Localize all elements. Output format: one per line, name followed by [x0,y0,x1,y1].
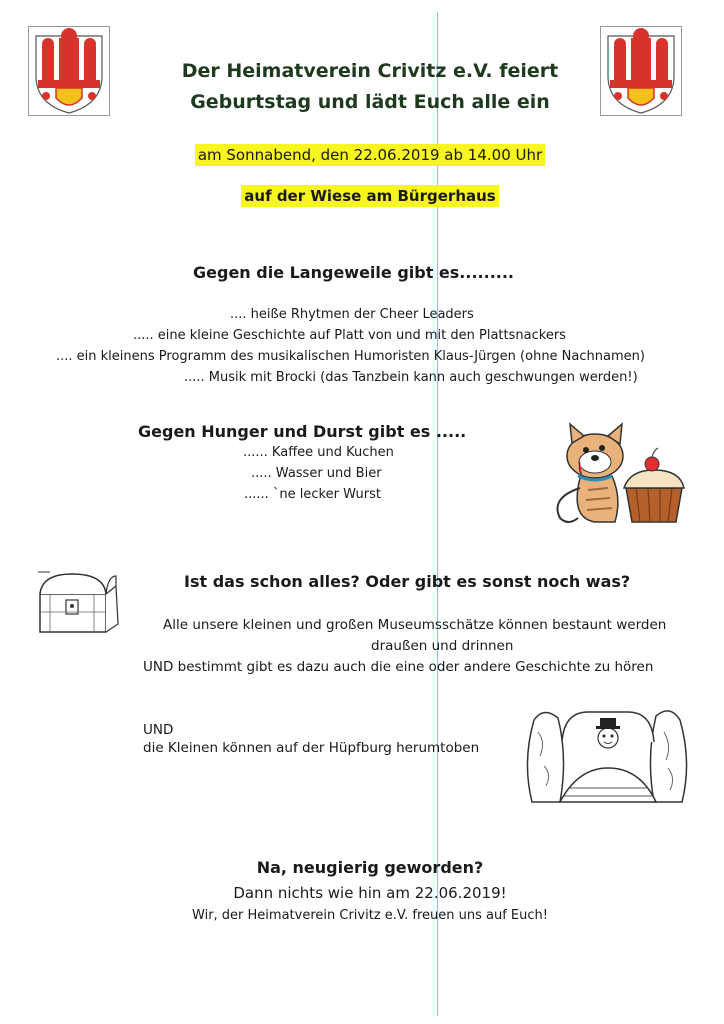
program-item: .... ein kleinens Programm des musikalischen Humoristen Klaus-Jürgen (ohne Nachnamen) [56,349,645,364]
food-item: ...... `ne lecker Wurst [244,487,381,502]
food-item: ...... Kaffee und Kuchen [243,445,394,460]
program-heading: Gegen die Langeweile gibt es......... [193,263,515,282]
footer-question: Na, neugierig geworden? [256,858,484,877]
title-line-1: Der Heimatverein Crivitz e.V. feiert [181,60,559,82]
footer-signature: Wir, der Heimatverein Crivitz e.V. freuen uns auf Euch! [192,908,548,923]
und-label: UND [143,722,174,738]
bouncy-castle-icon [518,702,696,814]
program-item: .... heiße Rhytmen der Cheer Leaders [230,307,474,322]
event-date: am Sonnabend, den 22.06.2019 ab 14.00 Uhr [195,144,545,166]
treasure-chest-icon [36,568,122,638]
date-line-wrap [100,145,640,164]
kids-line: die Kleinen können auf der Hüpfburg herumtoben [143,740,480,756]
more-heading: Ist das schon alles? Oder gibt es sonst noch was? [184,572,631,591]
food-item: ..... Wasser und Bier [251,466,382,481]
program-item: ..... eine kleine Geschichte auf Platt von und mit den Plattsnackers [133,328,566,343]
more-line-1: Alle unsere kleinen und großen Museumsschätze können bestaunt werden [163,617,667,633]
food-heading: Gegen Hunger und Durst gibt es ..... [138,422,467,441]
more-line-3: UND bestimmt gibt es dazu auch die eine oder andere Geschichte zu hören [143,659,654,675]
coat-of-arms-left-icon [28,26,110,116]
cat-with-cake-icon [540,418,690,530]
footer-call: Dann nichts wie hin am 22.06.2019! [233,884,507,902]
place-line-wrap [100,186,640,205]
program-item: ..... Musik mit Brocki (das Tanzbein kann auch geschwungen werden!) [184,370,638,385]
event-place: auf der Wiese am Bürgerhaus [241,185,498,207]
invitation-title [110,56,630,118]
more-line-2: draußen und drinnen [371,638,514,654]
title-line-2: Geburtstag und lädt Euch alle ein [190,91,550,113]
